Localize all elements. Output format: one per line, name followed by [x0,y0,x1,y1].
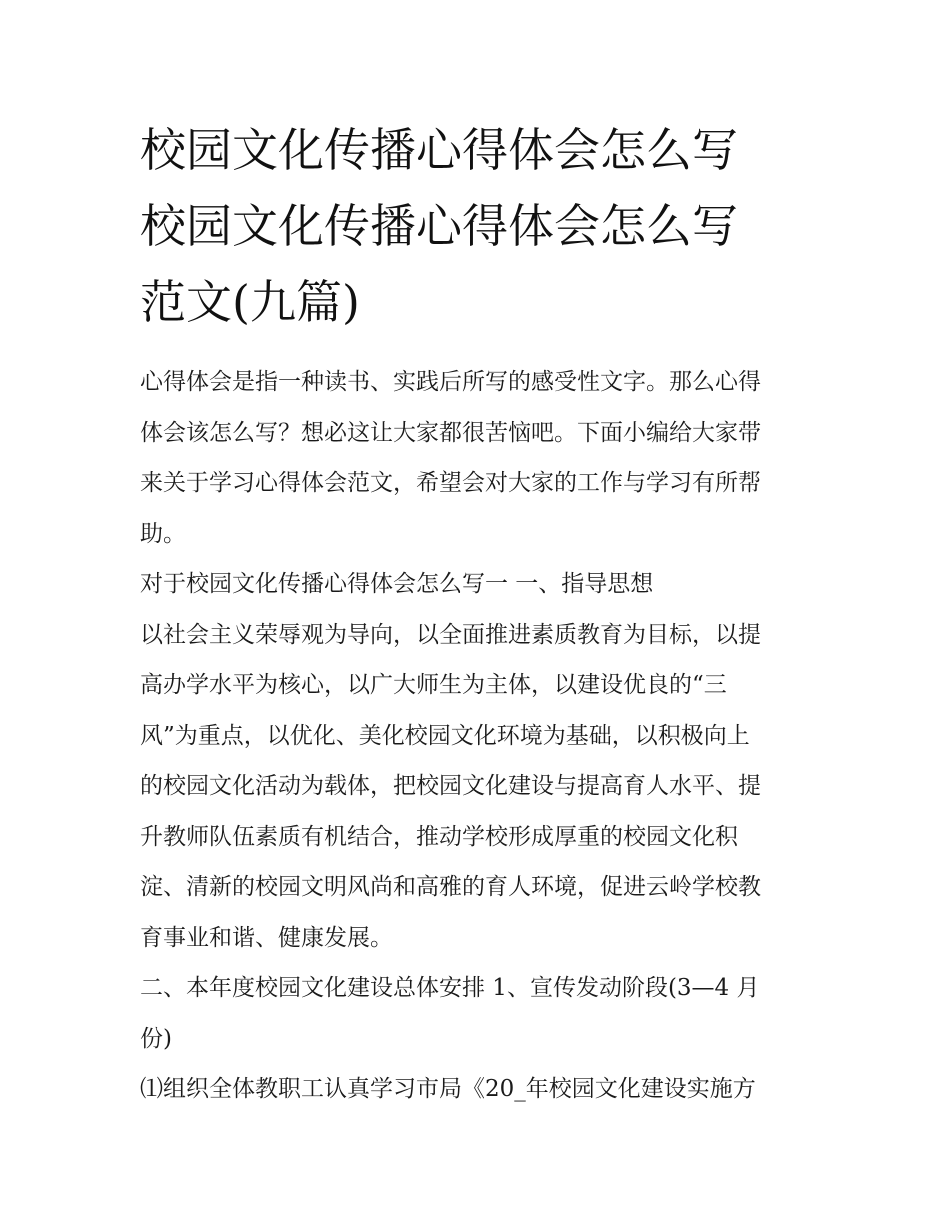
body-line-1: 心得体会是指一种读书、实践后所写的感受性文字。那么心得 [140,369,761,395]
title-line-3: 范文(九篇) [140,275,360,329]
section-heading-2: 二、本年度校园文化建设总体安排 1、宣传发动阶段(3—4 月 [140,975,760,1001]
body-line-6: 以社会主义荣辱观为导向，以全面推进素质教育为目标，以提 [140,621,761,648]
body-line-7: 高办学水平为核心，以广大师生为主体，以建设优良的“三 [140,672,727,698]
document-title [140,112,820,340]
body-line-2: 体会该怎么写？想必这让大家都很苦恼吧。下面小编给大家带 [140,419,761,446]
body-line-9: 的校园文化活动为载体，把校园文化建设与提高育人水平、提 [140,773,761,799]
body-line-14: 份) [140,1025,172,1052]
body-line-11: 淀、清新的校园文明风尚和高雅的育人环境，促进云岭学校教 [140,874,761,900]
title-line-2: 校园文化传播心得体会怎么写 [140,199,738,253]
section-heading-1: 对于校园文化传播心得体会怎么写一 一、指导思想 [140,571,654,597]
body-line-12: 育事业和谐、健康发展。 [140,924,393,951]
body-line-8: 风”为重点，以优化、美化校园文化环境为基础，以积极向上 [140,722,750,749]
body-line-3: 来关于学习心得体会范文，希望会对大家的工作与学习有所帮 [140,470,761,496]
document-body [140,357,820,1115]
title-line-1: 校园文化传播心得体会怎么写 [140,123,738,177]
body-line-15: ⑴组织全体教职工认真学习市局《20_年校园文化建设实施方 [140,1076,756,1102]
body-line-4: 助。 [140,520,186,547]
body-line-10: 升教师队伍素质有机结合，推动学校形成厚重的校园文化积 [140,823,738,850]
